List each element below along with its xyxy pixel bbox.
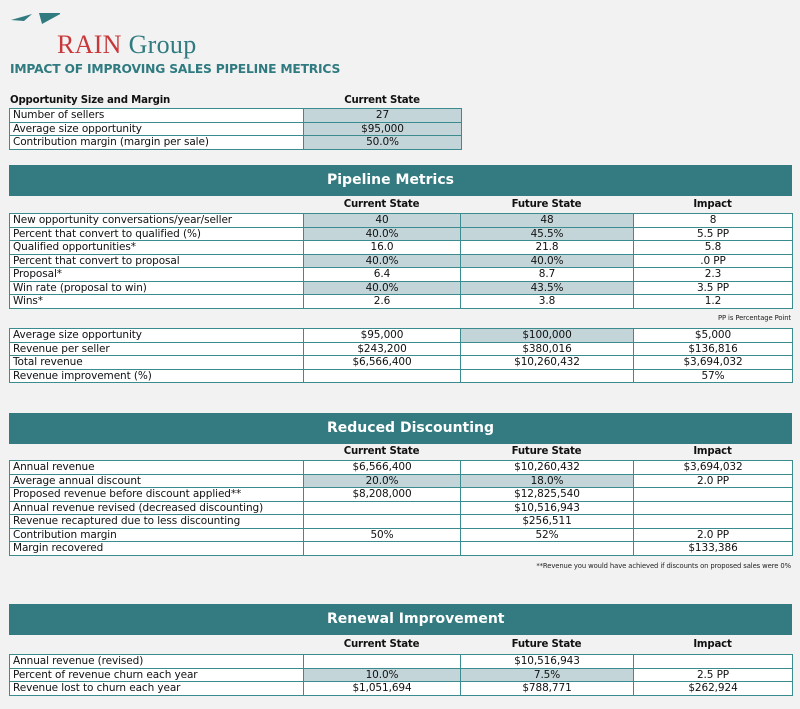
impact-value: $133,386: [634, 542, 793, 556]
row-label: New opportunity conversations/year/seller: [10, 214, 304, 228]
current-value: 16.0: [304, 241, 461, 255]
col-header-impact: Impact: [693, 199, 732, 210]
future-input[interactable]: 45.5%: [461, 227, 634, 241]
future-input[interactable]: 7.5%: [461, 668, 634, 682]
row-label: Annual revenue revised (decreased discounting): [10, 501, 304, 515]
table-row: [10, 682, 793, 696]
table-row: [10, 214, 793, 228]
table-row: [10, 281, 793, 295]
logo-birds-icon: [10, 8, 60, 30]
pipeline-revenue-table: [9, 328, 793, 383]
future-value: 8.7: [461, 268, 634, 282]
col-header-future: Future State: [511, 199, 582, 210]
rain-group-logo: [10, 8, 210, 59]
future-value: $10,516,943: [461, 655, 634, 669]
row-label: Contribution margin: [10, 528, 304, 542]
impact-value: 2.5 PP: [634, 668, 793, 682]
impact-value: $5,000: [634, 329, 793, 343]
future-value: $380,016: [461, 342, 634, 356]
row-label: Margin recovered: [10, 542, 304, 556]
impact-value: 8: [634, 214, 793, 228]
row-label: Contribution margin (margin per sale): [10, 136, 304, 150]
table-row: [10, 241, 793, 255]
discount-footnote: **Revenue you would have achieved if discounts on proposed sales were 0%: [536, 562, 791, 570]
impact-value: $136,816: [634, 342, 793, 356]
col-header-current: Current State: [343, 446, 420, 457]
impact-value: [634, 515, 793, 529]
row-label: Annual revenue (revised): [10, 655, 304, 669]
row-label: Number of sellers: [10, 109, 304, 123]
current-value: [304, 542, 461, 556]
current-input[interactable]: 40.0%: [304, 227, 461, 241]
impact-value: [634, 501, 793, 515]
col-header-current: Current State: [343, 639, 420, 650]
pipeline-metrics-banner: [9, 165, 792, 196]
row-label: Percent of revenue churn each year: [10, 668, 304, 682]
row-label: Total revenue: [10, 356, 304, 370]
row-label: Revenue recaptured due to less discounting: [10, 515, 304, 529]
reduced-discounting-banner: [9, 413, 792, 444]
renewal-improvement-banner: [9, 604, 792, 635]
current-value: $1,051,694: [304, 682, 461, 696]
table-row: [10, 268, 793, 282]
row-label: Revenue improvement (%): [10, 369, 304, 383]
impact-value: 1.2: [634, 295, 793, 309]
future-value: [461, 542, 634, 556]
table-row: [10, 488, 793, 502]
table-row: [10, 254, 793, 268]
future-input[interactable]: $100,000: [461, 329, 634, 343]
current-input[interactable]: 40: [304, 214, 461, 228]
average-size-opportunity-input[interactable]: $95,000: [304, 122, 462, 136]
table-row: [10, 501, 793, 515]
future-value: $10,260,432: [461, 356, 634, 370]
number-of-sellers-input[interactable]: 27: [304, 109, 462, 123]
row-label: Average annual discount: [10, 474, 304, 488]
logo-wordmark: [57, 30, 197, 60]
table-row: [10, 342, 793, 356]
current-input[interactable]: 40.0%: [304, 254, 461, 268]
section-title: Reduced Discounting: [327, 420, 495, 436]
table-row: [10, 528, 793, 542]
row-label: Percent that convert to qualified (%): [10, 227, 304, 241]
pipeline-table: [9, 213, 793, 309]
renewal-table: [9, 654, 793, 696]
current-value: [304, 369, 461, 383]
current-value: $8,208,000: [304, 488, 461, 502]
impact-value: 5.5 PP: [634, 227, 793, 241]
current-value: [304, 501, 461, 515]
opportunity-col-current: Current State: [344, 95, 420, 106]
current-value: $6,566,400: [304, 356, 461, 370]
section-title: Pipeline Metrics: [327, 172, 454, 188]
current-value: 50%: [304, 528, 461, 542]
row-label: Revenue lost to churn each year: [10, 682, 304, 696]
table-row: [10, 515, 793, 529]
opportunity-heading: Opportunity Size and Margin: [10, 95, 171, 106]
col-header-impact: Impact: [693, 446, 732, 457]
impact-value: 57%: [634, 369, 793, 383]
current-input[interactable]: 10.0%: [304, 668, 461, 682]
impact-value: $3,694,032: [634, 356, 793, 370]
impact-value: 2.3: [634, 268, 793, 282]
future-value: [461, 369, 634, 383]
discounting-table: [9, 460, 793, 556]
table-row: [10, 474, 793, 488]
future-value: $10,516,943: [461, 501, 634, 515]
future-input[interactable]: 43.5%: [461, 281, 634, 295]
col-header-impact: Impact: [693, 639, 732, 650]
col-header-future: Future State: [511, 639, 582, 650]
row-label: Wins*: [10, 295, 304, 309]
current-input[interactable]: 20.0%: [304, 474, 461, 488]
table-row: [10, 136, 462, 150]
future-input[interactable]: 40.0%: [461, 254, 634, 268]
table-row: [10, 122, 462, 136]
impact-value: [634, 488, 793, 502]
contribution-margin-input[interactable]: 50.0%: [304, 136, 462, 150]
row-label: Revenue per seller: [10, 342, 304, 356]
current-value: [304, 515, 461, 529]
impact-value: 2.0 PP: [634, 474, 793, 488]
section-title: Renewal Improvement: [327, 611, 505, 627]
table-row: [10, 329, 793, 343]
table-row: [10, 461, 793, 475]
current-value: [304, 655, 461, 669]
impact-value: 3.5 PP: [634, 281, 793, 295]
row-label: Average size opportunity: [10, 329, 304, 343]
impact-value: .0 PP: [634, 254, 793, 268]
impact-value: $262,924: [634, 682, 793, 696]
future-value: $256,511: [461, 515, 634, 529]
future-value: $10,260,432: [461, 461, 634, 475]
future-value: $788,771: [461, 682, 634, 696]
table-row: [10, 655, 793, 669]
future-value: 52%: [461, 528, 634, 542]
impact-value: $3,694,032: [634, 461, 793, 475]
row-label: Proposed revenue before discount applied**: [10, 488, 304, 502]
logo-group-text: Group: [128, 30, 197, 59]
future-input[interactable]: 18.0%: [461, 474, 634, 488]
impact-value: 2.0 PP: [634, 528, 793, 542]
future-value: $12,825,540: [461, 488, 634, 502]
logo-rain-text: RAIN: [57, 30, 122, 59]
page-title: IMPACT OF IMPROVING SALES PIPELINE METRICS: [10, 62, 341, 76]
pp-footnote: PP is Percentage Point: [717, 314, 791, 322]
row-label: Average size opportunity: [10, 122, 304, 136]
table-row: [10, 369, 793, 383]
table-row: [10, 356, 793, 370]
current-input[interactable]: 40.0%: [304, 281, 461, 295]
col-header-future: Future State: [511, 446, 582, 457]
table-row: [10, 668, 793, 682]
row-label: Win rate (proposal to win): [10, 281, 304, 295]
table-row: [10, 227, 793, 241]
current-value: $6,566,400: [304, 461, 461, 475]
row-label: Proposal*: [10, 268, 304, 282]
row-label: Percent that convert to proposal: [10, 254, 304, 268]
future-value: 3.8: [461, 295, 634, 309]
impact-value: [634, 655, 793, 669]
future-input[interactable]: 48: [461, 214, 634, 228]
current-value: $95,000: [304, 329, 461, 343]
impact-value: 5.8: [634, 241, 793, 255]
current-value: 6.4: [304, 268, 461, 282]
col-header-current: Current State: [343, 199, 420, 210]
row-label: Annual revenue: [10, 461, 304, 475]
current-value: 2.6: [304, 295, 461, 309]
current-value: $243,200: [304, 342, 461, 356]
table-row: [10, 542, 793, 556]
row-label: Qualified opportunities*: [10, 241, 304, 255]
table-row: [10, 109, 462, 123]
future-value: 21.8: [461, 241, 634, 255]
table-row: [10, 295, 793, 309]
opportunity-table: [9, 108, 462, 150]
